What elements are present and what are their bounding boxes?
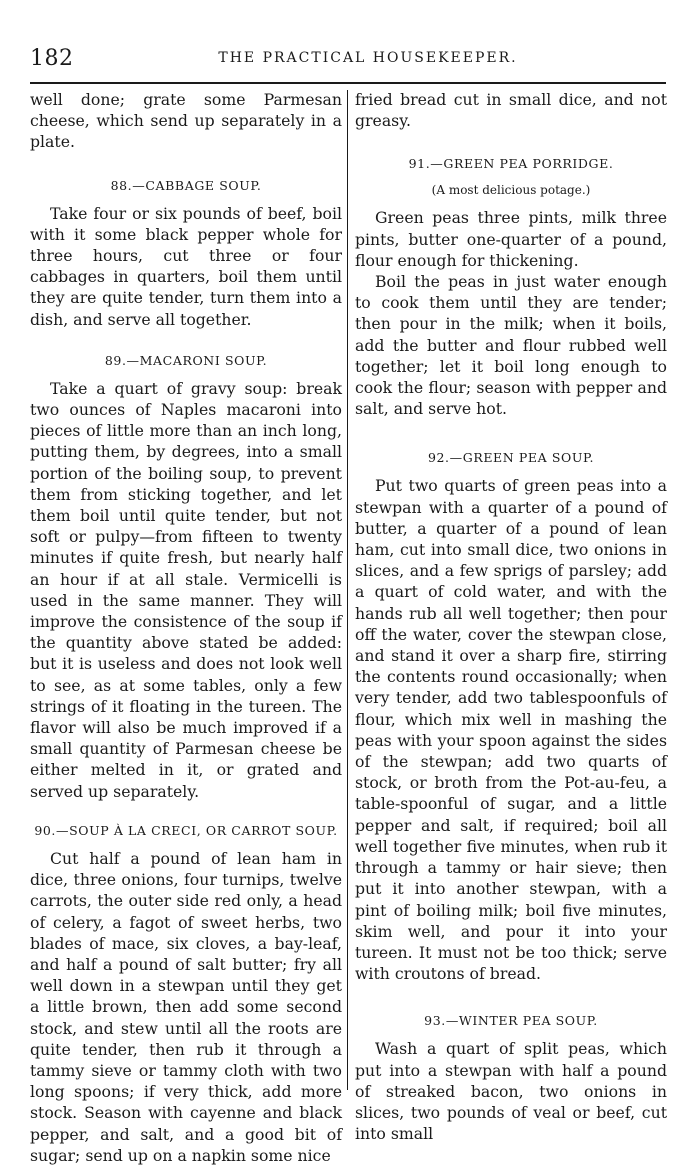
- recipe-body: Boil the peas in just water enough to cook them until they are tender; then pour in the milk; when it boils, add the butter and flour rubbed well together; let it boil long enough to cook the flour; season with pepper and salt, and serve hot.: [355, 272, 667, 419]
- recipe-title: 93.—WINTER PEA SOUP.: [424, 1013, 598, 1029]
- page-number: 182: [30, 46, 74, 71]
- recipe-title: 92.—GREEN PEA SOUP.: [427, 450, 595, 466]
- recipe-body: Put two quarts of green peas into a stewpan with a quarter of a pound of butter, a quarter of a pound of lean ham, cut into small dice, two onions in slices, and a few sprigs of parsley; add a quart of cold water, and with the hands rub all well together; then pour off the water, cover the stewpan close, and stand it over a sharp fire, stirring the contents round occasionally; when very tender, add two tablespoonfuls of flour, which mix well in mashing the peas with your spoon against the sides of the stewpan; add two quarts of stock, or broth from the Pot-au-feu, a table-spoonful of sugar, and a little pepper and salt, if required; boil all well together five minutes, when rub it through a tammy or hair sieve; then put it into another stewpan, with a pint of boiling milk; boil five minutes, skim well, and pour it into your tureen. It must not be too thick; serve with croutons of bread.: [355, 476, 667, 984]
- recipe-body: Take a quart of gravy soup: break two ounces of Naples macaroni into pieces of little more than an inch long, putting them, by degrees, into a small portion of the boiling soup, to prevent them from sticking together, and let them boil until quite tender, but not soft or pulpy—from fifteen to twenty minutes if quite fresh, but nearly half an hour if at all stale. Vermicelli is used in the same manner. They will improve the consistence of the soup if the quantity above stated be added: but it is useless and does not look well to see, as at some tables, only a few strings of it floating in the tureen. The flavor will also be much improved if a small quantity of Parmesan cheese be either melted in it, or grated and served up separately.: [30, 378, 342, 801]
- right-column: [355, 89, 667, 1144]
- continuation-text: fried bread cut in small dice, and not greasy.: [355, 90, 667, 131]
- left-column: [30, 89, 342, 1166]
- recipe-subtitle: (A most delicious potage.): [431, 183, 591, 198]
- header-rule: [30, 82, 666, 84]
- recipe-title: 90.—SOUP À LA CRECI, OR CARROT SOUP.: [34, 822, 338, 838]
- recipe-title: 89.—MACARONI SOUP.: [104, 352, 268, 368]
- recipe-title: 88.—CABBAGE SOUP.: [110, 177, 262, 193]
- recipe-body: Take four or six pounds of beef, boil with it some black pepper whole for three hours, cut three or four cabbages in quarters, boil them until they are quite tender, turn them into a dish, and serve all together.: [30, 203, 342, 329]
- recipe-body: Wash a quart of split peas, which put into a stewpan with half a pound of streaked bacon, two onions in slices, two pounds of veal or beef, cut into small: [355, 1039, 667, 1144]
- recipe-title: 91.—GREEN PEA PORRIDGE.: [408, 156, 614, 172]
- recipe-body: Green peas three pints, milk three pints, butter one-quarter of a pound, flour enough for thickening.: [355, 208, 667, 270]
- recipe-body: Cut half a pound of lean ham in dice, three onions, four turnips, twelve carrots, the outer side red only, a head of celery, a fagot of sweet herbs, two blades of mace, six cloves, a bay-leaf, and half a pound of salt butter; fry all well down in a stewpan until they get a little brown, then add some second stock, and stew until all the roots are quite tender, then rub it through a tammy sieve or tammy cloth with two long spoons; if very thick, add more stock. Season with cayenne and black pepper, and salt, and a good bit of sugar; send up on a napkin some nice: [30, 848, 342, 1165]
- column-divider: [347, 90, 348, 1090]
- running-title: THE PRACTICAL HOUSEKEEPER.: [218, 50, 518, 66]
- continuation-text: well done; grate some Parmesan cheese, which send up separately in a plate.: [30, 90, 342, 152]
- page-header: [30, 44, 666, 80]
